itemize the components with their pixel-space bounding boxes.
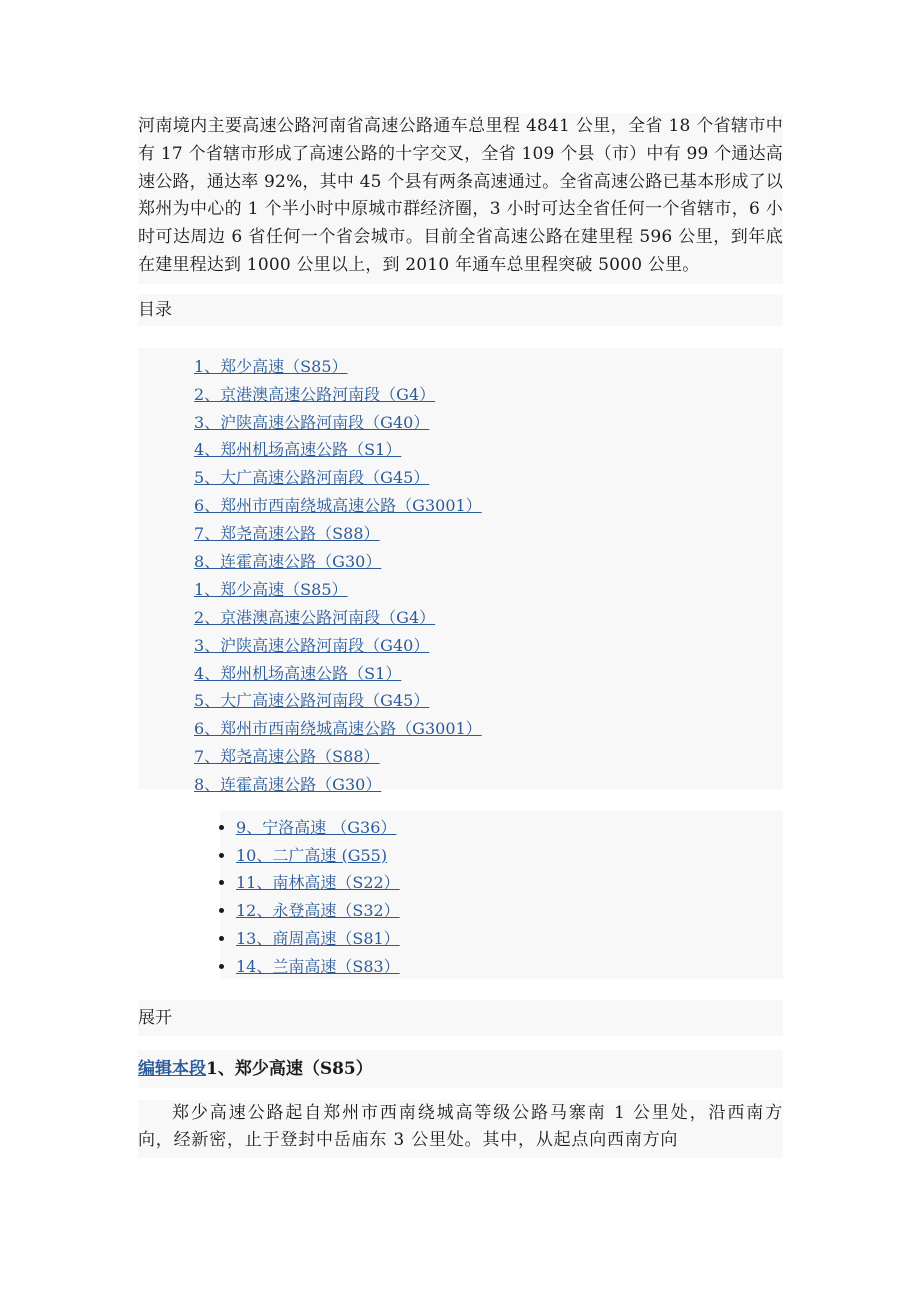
toc-link[interactable]: 4、郑州机场高速公路（S1）: [194, 440, 402, 460]
intro-paragraph: 河南境内主要高速公路河南省高速公路通车总里程 4841 公里，全省 18 个省辖市中有 17 个省辖市形成了高速公路的十字交叉，全省 109 个县（市）中有 99 个通达高速公路，通达率 92%，其中 45 个县有两条高速通过。全省高速公路已基本形成了以郑州为中心的 1 个半小时中原城市群经济圈，3 小时可达全省任何一个省辖市，6 小时可达周边 6 省任何一个省会城市。目前全省高速公路在建里程 596 公里，到年底在建里程达到 1000 公里以上，到 2010 年通车总里程突破 5000 公里。: [138, 113, 783, 284]
edit-section-link[interactable]: 编辑本段: [138, 1058, 206, 1079]
toc-bullet-item: [236, 842, 783, 870]
toc-link[interactable]: 1、郑少高速（S85）: [194, 579, 348, 599]
toc-link[interactable]: 6、郑州市西南绕城高速公路（G3001）: [194, 719, 482, 739]
toc-bullet-item: [236, 953, 783, 981]
toc-link[interactable]: 5、大广高速公路河南段（G45）: [194, 468, 430, 488]
toc-item: [194, 409, 783, 437]
toc-bullet-item: [236, 814, 783, 842]
article-content: [138, 113, 783, 1175]
toc-link[interactable]: 5、大广高速公路河南段（G45）: [194, 691, 430, 711]
toc-link[interactable]: 10、二广高速 (G55): [236, 845, 388, 865]
toc-item: [194, 548, 783, 576]
toc-link[interactable]: 8、连霍高速公路（G30）: [194, 775, 382, 795]
toc-link[interactable]: 13、商周高速（S81）: [236, 928, 400, 948]
toc-item: [194, 492, 783, 520]
toc-list: [138, 348, 783, 795]
toc-link[interactable]: 2、京港澳高速公路河南段（G4）: [194, 384, 436, 404]
toc-heading: 目录: [138, 294, 783, 326]
toc-link[interactable]: 6、郑州市西南绕城高速公路（G3001）: [194, 496, 482, 516]
toc-link[interactable]: 3、沪陕高速公路河南段（G40）: [194, 412, 430, 432]
toc-link[interactable]: 1、郑少高速（S85）: [194, 356, 348, 376]
expand-toggle[interactable]: 展开: [138, 1000, 783, 1036]
toc-link[interactable]: 9、宁洛高速 （G36）: [236, 817, 397, 837]
toc-link[interactable]: 7、郑尧高速公路（S88）: [194, 747, 380, 767]
toc-link[interactable]: 3、沪陕高速公路河南段（G40）: [194, 635, 430, 655]
toc-link[interactable]: 12、永登高速（S32）: [236, 901, 400, 921]
toc-item: [194, 520, 783, 548]
toc-item: [194, 660, 783, 688]
toc-item: [194, 464, 783, 492]
toc-bullet-item: [236, 869, 783, 897]
toc-item: [194, 771, 783, 799]
section-body: 郑少高速公路起自郑州市西南绕城高等级公路马寨南 1 公里处，沿西南方向，经新密，止于登封中岳庙东 3 公里处。其中，从起点向西南方向: [138, 1100, 783, 1158]
toc-item: [194, 436, 783, 464]
toc-item: [194, 381, 783, 409]
toc-link[interactable]: 2、京港澳高速公路河南段（G4）: [194, 607, 436, 627]
toc-list-secondary: [220, 811, 783, 979]
toc-bullet-item: [236, 925, 783, 953]
toc-item: [194, 576, 783, 604]
toc-link[interactable]: 8、连霍高速公路（G30）: [194, 552, 382, 572]
section-heading: [138, 1050, 783, 1088]
toc-link[interactable]: 14、兰南高速（S83）: [236, 956, 400, 976]
toc-item: [194, 687, 783, 715]
toc-item: [194, 743, 783, 771]
toc-link[interactable]: 11、南林高速（S22）: [236, 873, 400, 893]
section-title: 1、郑少高速（S85）: [206, 1058, 373, 1079]
toc-item: [194, 715, 783, 743]
toc-item: [194, 604, 783, 632]
toc-link[interactable]: 7、郑尧高速公路（S88）: [194, 524, 380, 544]
toc-bullet-item: [236, 897, 783, 925]
toc-item: [194, 353, 783, 381]
toc-item: [194, 632, 783, 660]
toc-link[interactable]: 4、郑州机场高速公路（S1）: [194, 663, 402, 683]
